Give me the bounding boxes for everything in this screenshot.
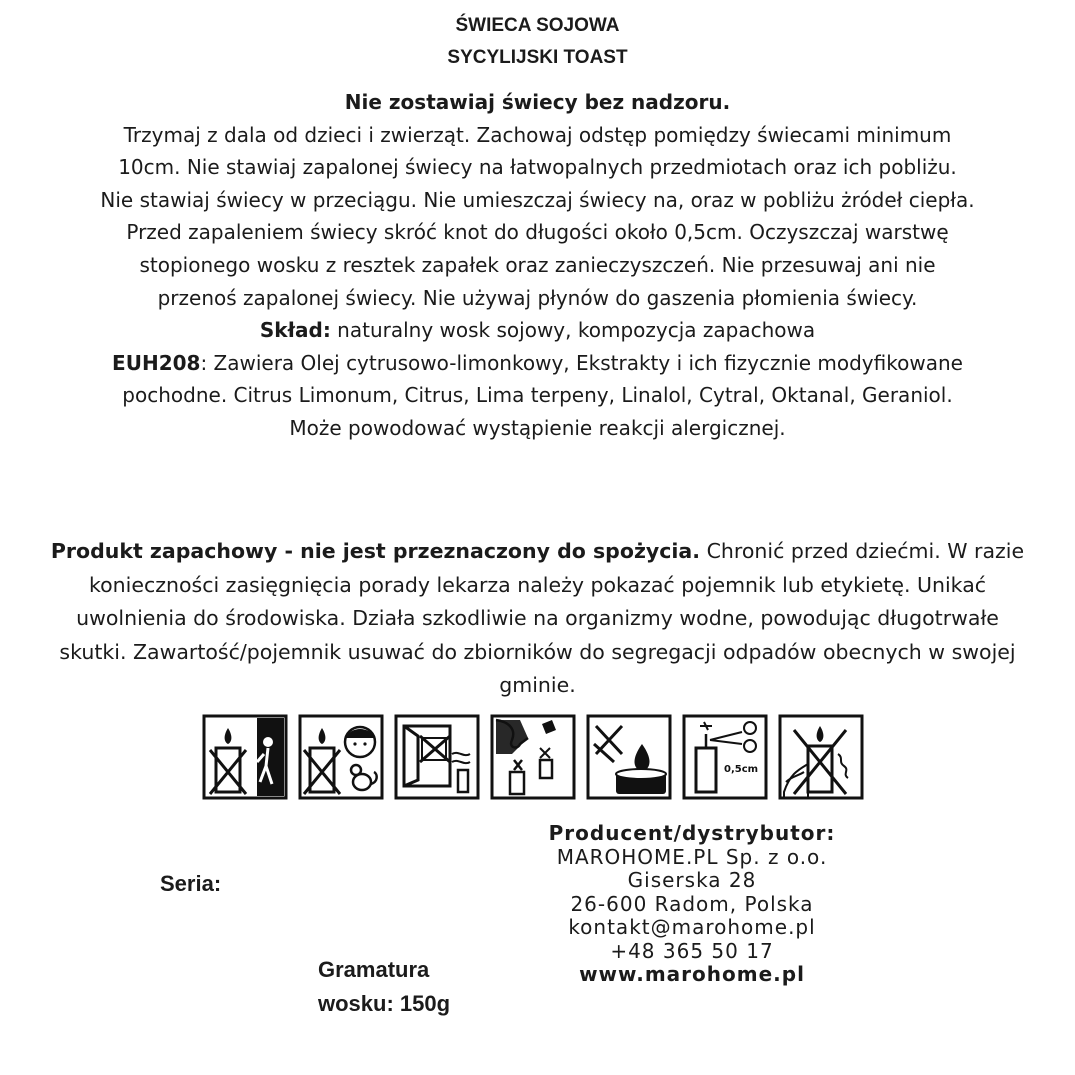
producer-info bbox=[492, 822, 892, 987]
producer-city: 26-600 Radom, Polska bbox=[570, 891, 814, 916]
safety-icons-row bbox=[202, 714, 872, 802]
keep-away-children-pets-icon bbox=[298, 714, 384, 800]
allergy-warning: Może powodować wystąpienie reakcji alergicznej. bbox=[289, 415, 786, 440]
composition-label: Skład: bbox=[259, 318, 331, 343]
hazard-warning-text: Chronić przed dziećmi. W razie konieczności zasięgnięcia porady lekarza należy pokazać pojemnik lub etykietę. Unikać uwolnienia do środowiska. Działa szkodliwie na organizmy wodne, powodując długotrwałe skutki. Zawartość/pojemnik usuwać do zbiorników do segregacji odpadów obecnych w swojej gminie. bbox=[59, 539, 1025, 697]
producer-phone: +48 365 50 17 bbox=[610, 938, 774, 963]
batch-label: Seria: bbox=[160, 871, 222, 896]
safety-text-block bbox=[100, 86, 975, 445]
composition-line bbox=[100, 314, 975, 347]
producer-street: Giserska 28 bbox=[627, 868, 757, 892]
safety-heading: Nie zostawiaj świecy bez nadzoru. bbox=[344, 90, 731, 114]
hazard-warning-block bbox=[40, 535, 1035, 703]
keep-distance-candles-icon bbox=[490, 714, 576, 800]
euh-text: : Zawiera Olej cytrusowo-limonkowy, Ekstrakty i ich fizycznie modyfikowane pochodne. Citrus Limonum, Citrus, Lima terpeny, Linalol, Cytral, Oktanal, Geraniol. bbox=[122, 350, 963, 408]
product-title-line1: ŚWIECA SOJOWA bbox=[455, 15, 620, 36]
hazard-warning-bold: Produkt zapachowy - nie jest przeznaczony do spożycia. bbox=[50, 539, 701, 563]
no-draft-icon bbox=[394, 714, 480, 800]
wax-weight-line2: wosku: 150g bbox=[318, 991, 451, 1016]
producer-website: www.marohome.pl bbox=[579, 962, 805, 986]
producer-email: kontakt@marohome.pl bbox=[568, 915, 816, 939]
wax-weight bbox=[318, 953, 518, 1021]
composition-text: naturalny wosk sojowy, kompozycja zapachowa bbox=[330, 318, 816, 343]
euh-label: EUH208 bbox=[112, 350, 201, 375]
trim-wick-icon bbox=[682, 714, 768, 800]
no-unattended-candle-icon bbox=[202, 714, 288, 800]
wick-length-label: 0,5cm bbox=[724, 764, 759, 775]
no-flammables-icon bbox=[586, 714, 672, 800]
safety-instructions: Trzymaj z dala od dzieci i zwierząt. Zachowaj odstęp pomiędzy świecami minimum 10cm. Nie stawiaj zapalonej świecy na łatwopalnych przedmiotach oraz ich pobliżu. Nie stawiaj świecy w przeciągu. Nie umieszczaj świecy na, oraz w pobliżu żródeł ciepła. Przed zapaleniem świecy skróć knot do długości około 0,5cm. Oczyszczaj warstwę stopionego wosku z resztek zapałek oraz zanieczyszczeń. Nie przesuwaj ani nie przenoś zapalonej świecy. Nie używaj płynów do gaszenia płomienia świecy. bbox=[100, 122, 975, 310]
no-heat-source-icon bbox=[778, 714, 864, 800]
producer-company: MAROHOME.PL Sp. z o.o. bbox=[556, 844, 828, 869]
product-title-line2: SYCYLIJSKI TOAST bbox=[447, 47, 628, 68]
wax-weight-line1: Gramatura bbox=[318, 957, 430, 982]
euh-line bbox=[100, 347, 975, 412]
producer-heading: Producent/dystrybutor: bbox=[548, 821, 836, 845]
